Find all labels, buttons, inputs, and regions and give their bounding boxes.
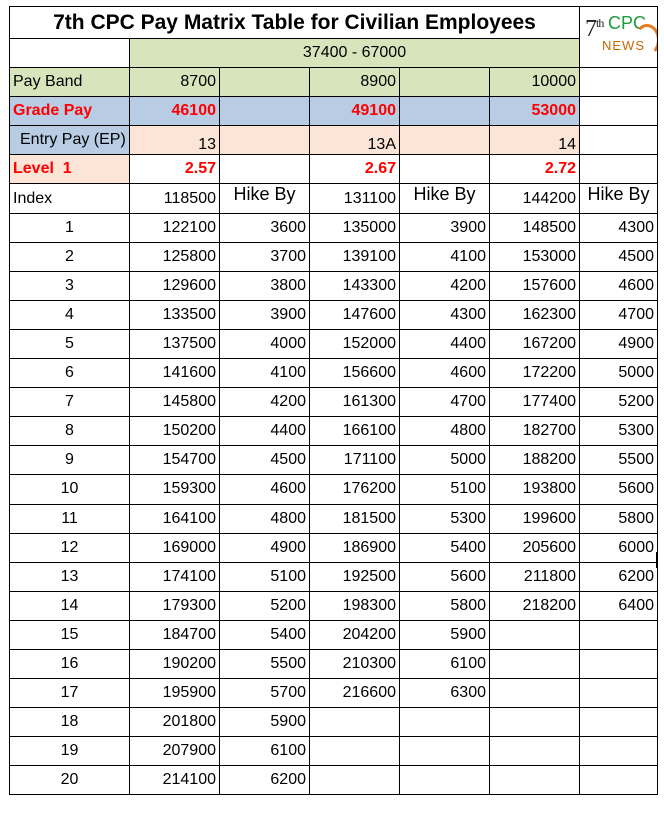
grade-pay-label: Grade Pay (10, 97, 130, 126)
hike-value: 3700 (220, 242, 310, 271)
hike-value: 5200 (580, 388, 658, 417)
pay-value: 210300 (310, 649, 400, 678)
hike-value: 4300 (580, 213, 658, 242)
pay-value: 152000 (310, 329, 400, 358)
index-cell: 14 (10, 591, 130, 620)
hike-value: 3900 (220, 300, 310, 329)
table-row (10, 708, 658, 737)
index-cell: 7 (10, 388, 130, 417)
hike-value: 5900 (400, 620, 490, 649)
hike-value (580, 708, 658, 737)
hike-value: 4100 (220, 359, 310, 388)
pay-value: 176200 (310, 475, 400, 504)
start-pay: 118500 (130, 184, 220, 213)
index-cell: 2 (10, 242, 130, 271)
level-factor: 2.67 (310, 155, 400, 184)
hike-value: 6000 (580, 533, 658, 562)
index-cell: 19 (10, 737, 130, 766)
pay-value: 159300 (130, 475, 220, 504)
hike-value: 4300 (400, 300, 490, 329)
hike-value: 4600 (580, 271, 658, 300)
hike-value: 3800 (220, 271, 310, 300)
pay-value (490, 649, 580, 678)
hike-value: 5800 (400, 591, 490, 620)
pay-value: 150200 (130, 417, 220, 446)
pay-value: 205600 (490, 533, 580, 562)
hike-value: 5600 (400, 562, 490, 591)
index-cell: 17 (10, 679, 130, 708)
pay-value (490, 766, 580, 795)
pay-value: 154700 (130, 446, 220, 475)
pay-value: 193800 (490, 475, 580, 504)
level-label: Level 1 (10, 155, 130, 184)
hike-value: 4600 (400, 359, 490, 388)
table-row (10, 388, 658, 417)
pay-value: 177400 (490, 388, 580, 417)
hike-value: 5200 (220, 591, 310, 620)
pay-value: 147600 (310, 300, 400, 329)
table-row (10, 213, 658, 242)
pay-value: 186900 (310, 533, 400, 562)
pay-value: 182700 (490, 417, 580, 446)
pay-value: 162300 (490, 300, 580, 329)
start-pay: 131100 (310, 184, 400, 213)
table-row (10, 649, 658, 678)
pay-value: 129600 (130, 271, 220, 300)
logo (580, 7, 658, 68)
pay-value: 184700 (130, 620, 220, 649)
table-row (10, 591, 658, 620)
table-row (10, 446, 658, 475)
index-cell: 15 (10, 620, 130, 649)
table-row (10, 679, 658, 708)
table-row (10, 359, 658, 388)
hike-value (580, 766, 658, 795)
pay-value (310, 737, 400, 766)
page-title: 7th CPC Pay Matrix Table for Civilian Employees (10, 7, 580, 39)
hike-value: 5300 (400, 504, 490, 533)
index-cell: 11 (10, 504, 130, 533)
index-cell: 13 (10, 562, 130, 591)
table-row (10, 533, 658, 562)
hike-value: 6400 (580, 591, 658, 620)
pay-scale: 37400 - 67000 (130, 39, 580, 68)
pay-value: 153000 (490, 242, 580, 271)
table-row (10, 242, 658, 271)
pay-value: 171100 (310, 446, 400, 475)
hike-value: 4700 (580, 300, 658, 329)
pay-band-row (10, 68, 658, 97)
hike-value: 6200 (580, 562, 658, 591)
pay-value: 157600 (490, 271, 580, 300)
hike-value: 4800 (220, 504, 310, 533)
hike-value: 3900 (400, 213, 490, 242)
entry-pay-value: 14 (490, 126, 580, 155)
hike-value: 4200 (400, 271, 490, 300)
hike-value (400, 737, 490, 766)
hike-value: 3600 (220, 213, 310, 242)
pay-value: 192500 (310, 562, 400, 591)
level-factor: 2.57 (130, 155, 220, 184)
pay-value (490, 708, 580, 737)
index-cell: 18 (10, 708, 130, 737)
grade-pay-value: 46100 (130, 97, 220, 126)
hike-value: 6300 (400, 679, 490, 708)
hike-value: 4700 (400, 388, 490, 417)
pay-matrix-table (9, 6, 658, 795)
table-row (10, 620, 658, 649)
hike-value: 5100 (400, 475, 490, 504)
hike-value (580, 737, 658, 766)
hike-value: 4900 (580, 329, 658, 358)
hike-value: 4500 (580, 242, 658, 271)
hike-value: 5000 (400, 446, 490, 475)
pay-value: 145800 (130, 388, 220, 417)
pay-value (490, 679, 580, 708)
pay-value: 164100 (130, 504, 220, 533)
index-cell: 20 (10, 766, 130, 795)
hike-value: 4400 (220, 417, 310, 446)
pay-value (490, 737, 580, 766)
index-cell: 8 (10, 417, 130, 446)
pay-value: 172200 (490, 359, 580, 388)
pay-value: 139100 (310, 242, 400, 271)
table-row (10, 766, 658, 795)
hike-value: 4800 (400, 417, 490, 446)
index-cell: 9 (10, 446, 130, 475)
hike-value: 5300 (580, 417, 658, 446)
hike-value (580, 620, 658, 649)
pay-value: 179300 (130, 591, 220, 620)
pay-value: 201800 (130, 708, 220, 737)
pay-band-value: 10000 (490, 68, 580, 97)
index-cell: 4 (10, 300, 130, 329)
table-row (10, 562, 658, 591)
grade-pay-value: 49100 (310, 97, 400, 126)
pay-value: 207900 (130, 737, 220, 766)
hike-value: 4400 (400, 329, 490, 358)
hike-value: 4200 (220, 388, 310, 417)
table-row (10, 504, 658, 533)
hike-value: 4000 (220, 329, 310, 358)
hike-by-header: Hike By (400, 184, 490, 213)
table-row (10, 300, 658, 329)
pay-band-label: Pay Band (10, 68, 130, 97)
pay-band-value: 8700 (130, 68, 220, 97)
index-cell: 12 (10, 533, 130, 562)
pay-value: 214100 (130, 766, 220, 795)
hike-value: 5400 (400, 533, 490, 562)
hike-value (400, 708, 490, 737)
pay-value: 143300 (310, 271, 400, 300)
grade-pay-row (10, 97, 658, 126)
pay-value: 199600 (490, 504, 580, 533)
pay-value: 218200 (490, 591, 580, 620)
index-cell: 10 (10, 475, 130, 504)
level-row (10, 155, 658, 184)
hike-by-header: Hike By (220, 184, 310, 213)
entry-pay-label: Entry Pay (EP) (10, 126, 130, 155)
pay-value: 135000 (310, 213, 400, 242)
table-row (10, 271, 658, 300)
pay-value: 195900 (130, 679, 220, 708)
index-cell: 6 (10, 359, 130, 388)
pay-value (310, 708, 400, 737)
index-cell: 16 (10, 649, 130, 678)
pay-value: 198300 (310, 591, 400, 620)
pay-value: 122100 (130, 213, 220, 242)
pay-value: 133500 (130, 300, 220, 329)
pay-band-value: 8900 (310, 68, 400, 97)
hike-value: 5500 (580, 446, 658, 475)
hike-value: 6200 (220, 766, 310, 795)
entry-pay-row (10, 126, 658, 155)
pay-scale-row (10, 39, 658, 68)
pay-value: 169000 (130, 533, 220, 562)
hike-value: 5600 (580, 475, 658, 504)
hike-value: 4500 (220, 446, 310, 475)
index-cell: 1 (10, 213, 130, 242)
hike-value: 5800 (580, 504, 658, 533)
pay-value: 161300 (310, 388, 400, 417)
pay-value: 204200 (310, 620, 400, 649)
pay-value (490, 620, 580, 649)
text-cursor (656, 552, 657, 568)
title-row (10, 7, 658, 39)
pay-value: 167200 (490, 329, 580, 358)
pay-value: 156600 (310, 359, 400, 388)
start-pay: 144200 (490, 184, 580, 213)
table-row (10, 417, 658, 446)
table-row (10, 475, 658, 504)
hike-by-header: Hike By (580, 184, 658, 213)
pay-value: 148500 (490, 213, 580, 242)
7th-cpc-news-logo: 7th CPC NEWS (582, 10, 656, 68)
pay-value: 166100 (310, 417, 400, 446)
table-row (10, 329, 658, 358)
pay-value: 181500 (310, 504, 400, 533)
hike-value (580, 649, 658, 678)
entry-pay-value: 13 (130, 126, 220, 155)
level-factor: 2.72 (490, 155, 580, 184)
hike-value: 5100 (220, 562, 310, 591)
table-row (10, 737, 658, 766)
hike-value: 5000 (580, 359, 658, 388)
hike-value: 5500 (220, 649, 310, 678)
hike-value (400, 766, 490, 795)
index-cell: 5 (10, 329, 130, 358)
pay-value: 174100 (130, 562, 220, 591)
entry-pay-value: 13A (310, 126, 400, 155)
pay-value: 211800 (490, 562, 580, 591)
index-cell: 3 (10, 271, 130, 300)
pay-value (310, 766, 400, 795)
pay-value: 137500 (130, 329, 220, 358)
index-header-row (10, 184, 658, 213)
hike-value: 4900 (220, 533, 310, 562)
index-label: Index (10, 184, 130, 213)
pay-value: 190200 (130, 649, 220, 678)
pay-value: 188200 (490, 446, 580, 475)
pay-value: 141600 (130, 359, 220, 388)
hike-value: 6100 (400, 649, 490, 678)
hike-value: 5900 (220, 708, 310, 737)
hike-value: 5400 (220, 620, 310, 649)
hike-value: 5700 (220, 679, 310, 708)
hike-value: 4100 (400, 242, 490, 271)
grade-pay-value: 53000 (490, 97, 580, 126)
pay-value: 216600 (310, 679, 400, 708)
hike-value: 4600 (220, 475, 310, 504)
pay-value: 125800 (130, 242, 220, 271)
hike-value (580, 679, 658, 708)
hike-value: 6100 (220, 737, 310, 766)
